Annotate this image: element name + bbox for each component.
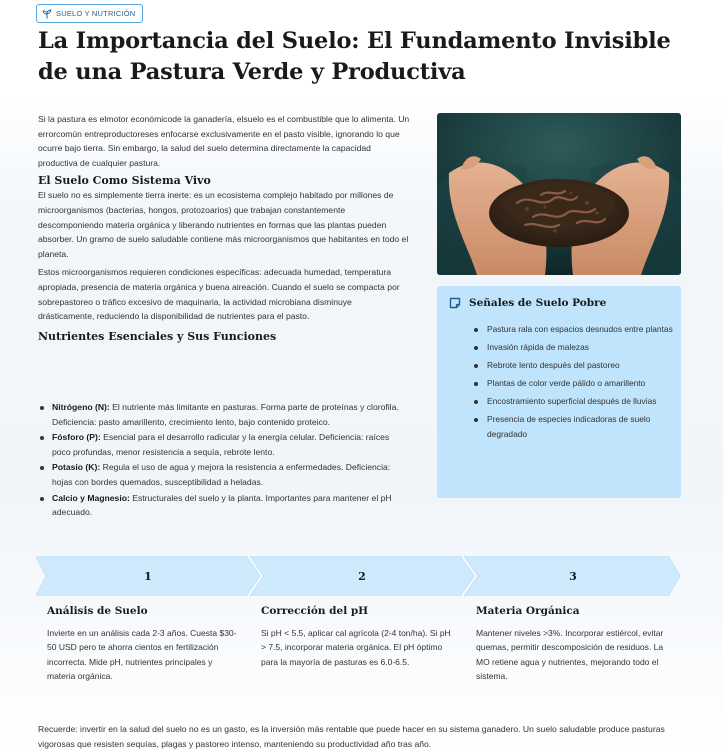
nutrient-name: Potasio (K): xyxy=(52,462,101,473)
list-item: Encostramiento superficial después de lluvias xyxy=(473,394,673,409)
nutrient-name: Nitrógeno (N): xyxy=(52,402,110,412)
steps-process-bar xyxy=(36,556,682,596)
step-card-3 xyxy=(476,602,672,684)
step-card-1 xyxy=(47,602,243,684)
signs-header xyxy=(449,297,606,309)
page-title: La Importancia del Suelo: El Fundamento Invisible de una Pastura Verde y Productiva xyxy=(38,28,671,85)
list-item: Plantas de color verde pálido o amarillento xyxy=(473,376,673,391)
step-text: Invierte en un análisis cada 2-3 años. Cuesta $30-50 USD pero te ahorra cientos en fertilización incorrecta. Mide pH, nutrientes principales y materia orgánica. xyxy=(47,628,237,682)
list-item: Rebrote lento después del pastoreo xyxy=(473,358,673,373)
step-title: Análisis de Suelo xyxy=(47,605,148,617)
hands-soil-photo xyxy=(437,113,681,275)
list-item xyxy=(38,400,410,429)
nutrients-heading: Nutrientes Esenciales y Sus Funciones xyxy=(38,329,277,343)
intro-paragraph: Si la pastura es elmotor económicode la ganadería, elsuelo es el combustible que lo alimenta. Un errorcomún entreproductoreses enfocarse exclusivamente en el pasto visible, ignorando lo que ocurre bajo tierra. Sin embargo, la salud del suelo determina directamente la capacidad productiva de cualquier pastura. xyxy=(38,114,410,168)
living-system-paragraph-2: Estos microorganismos requieren condiciones específicas: adecuada humedad, temperatura apropiada, presencia de materia orgánica y buena aireación. Cuando el suelo se compacta por sobrepastoreo o tráfico excesivo de maquinaria, la actividad microbiana disminuye drásticamente, reduciendo la disponibilidad de nutrientes para el pasto. xyxy=(38,267,400,322)
step-chevron-2 xyxy=(250,556,474,596)
article-body xyxy=(38,112,410,344)
step-title: Materia Orgánica xyxy=(476,605,580,617)
seedling-icon xyxy=(42,9,52,19)
footer-note: Recuerde: invertir en la salud del suelo no es un gasto, es la inversión más rentable que puede hacer en su sistema ganadero. Un suelo saludable produce pasturas vigorosas que resisten sequías, plagas y pastoreo intenso, manteniendo su productividad año tras año. xyxy=(38,724,665,749)
list-item xyxy=(38,460,410,489)
living-system-heading: El Suelo Como Sistema Vivo xyxy=(38,174,211,188)
nutrient-text: Estructurales del suelo y la planta. Importantes para mantener el pH adecuado. xyxy=(52,492,392,518)
step-number: 1 xyxy=(144,569,152,583)
step-chevron-1 xyxy=(36,556,260,596)
poor-soil-signs-panel xyxy=(437,286,681,498)
list-item: Presencia de especies indicadoras de suelo degradado xyxy=(473,412,673,441)
list-item: Invasión rápida de malezas xyxy=(473,340,673,355)
step-title: Corrección del pH xyxy=(261,605,369,617)
nutrient-text: Regula el uso de agua y mejora la resistencia a enfermedades. Deficiencia: hojas con bordes quemados, susceptibilidad a heladas. xyxy=(52,462,391,487)
signs-title: Señales de Suelo Pobre xyxy=(469,297,607,309)
nutrient-name: Calcio y Magnesio: xyxy=(52,492,130,503)
step-number: 3 xyxy=(569,569,577,583)
list-item xyxy=(38,491,410,520)
nutrients-list xyxy=(38,400,410,521)
nutrient-text: Esencial para el desarrollo radicular y la energía celular. Deficiencia: raíces poco profundas, menor resistencia a sequía, rebrote lento. xyxy=(52,432,390,457)
note-icon xyxy=(449,297,461,309)
step-card-2 xyxy=(261,602,457,669)
living-system-paragraph-1: El suelo no es simplemente tierra inerte: es un ecosistema complejo habitado por millones de microorganismos (bacterias, hongos, protozoarios) que trabajan constantemente descomponiendo materia orgánica y liberando nutrientes en formas que las plantas pueden absorber. Un gramo de suelo saludable contiene más microorganismos que habitantes en todo el planeta. xyxy=(38,190,409,259)
nutrient-name: Fósforo (P): xyxy=(52,432,101,443)
category-tag[interactable] xyxy=(36,4,143,23)
step-text: Si pH < 5.5, aplicar cal agrícola (2-4 ton/ha). Si pH > 7.5, incorporar materia orgánica. El pH óptimo para la mayoría de pasturas es 6.0-6.5. xyxy=(261,628,451,667)
step-chevron-3 xyxy=(464,556,682,596)
nutrient-text: El nutriente más limitante en pasturas. Forma parte de proteínas y clorofila. Deficiencia: pasto amarillento, crecimiento lento, bajo contenido proteico. xyxy=(52,402,399,427)
list-item xyxy=(38,430,410,459)
signs-list xyxy=(473,322,673,445)
category-tag-label: SUELO Y NUTRICIÓN xyxy=(56,9,136,18)
step-number: 2 xyxy=(358,569,366,583)
step-text: Mantener niveles >3%. Incorporar estiércol, evitar quemas, permitir descomposición de residuos. La MO retiene agua y nutrientes, mejorando todo el sistema. xyxy=(476,628,664,682)
list-item: Pastura rala con espacios desnudos entre plantas xyxy=(473,322,673,337)
